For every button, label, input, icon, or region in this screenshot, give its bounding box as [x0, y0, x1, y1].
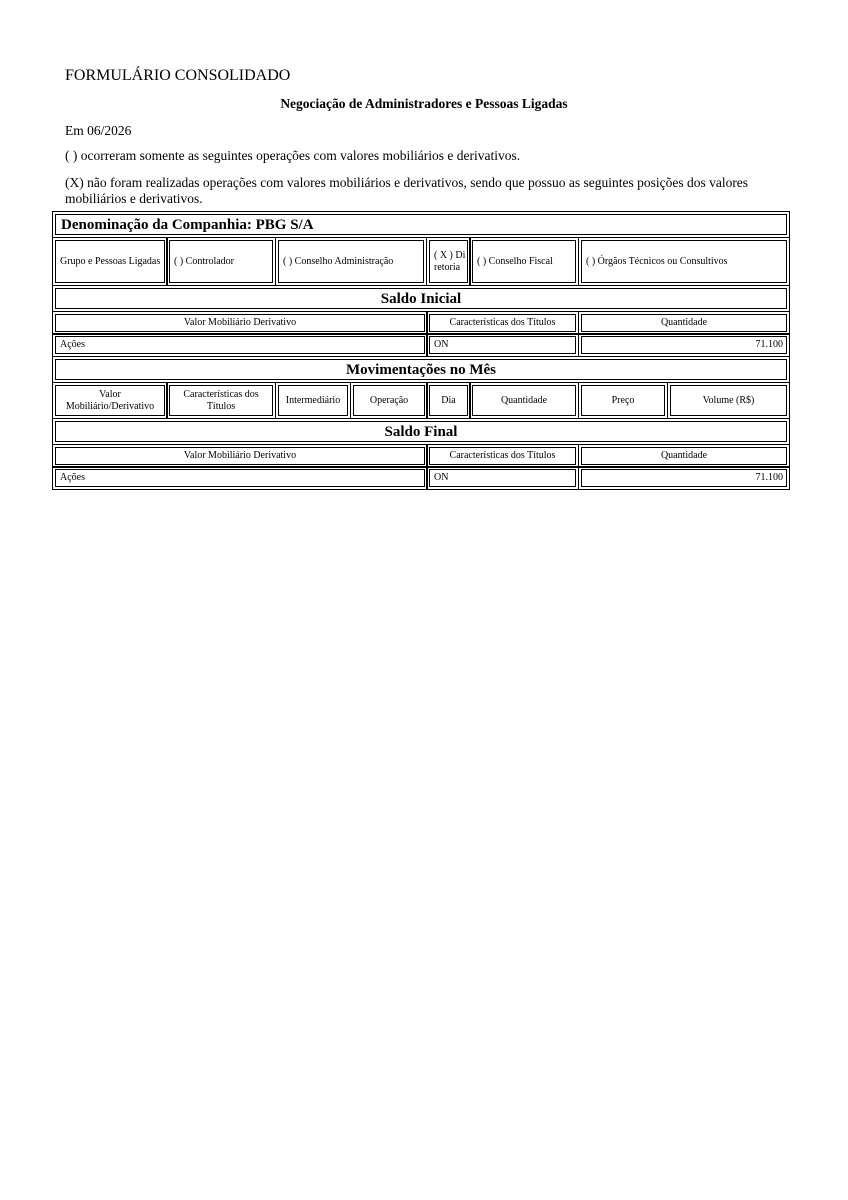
option-operations-occurred: ( ) ocorreram somente as seguintes operações com valores mobiliários e derivativos.	[65, 148, 521, 163]
form-title: FORMULÁRIO CONSOLIDADO	[65, 67, 291, 84]
date-line: Em 06/2026	[65, 123, 132, 138]
saldo-inicial-col-quantidade: Quantidade	[581, 314, 787, 332]
saldo-inicial-col-valor: Valor Mobiliário Derivativo	[55, 314, 425, 332]
group-conselho-administracao: ( ) Conselho Administração	[278, 240, 424, 283]
mov-col-intermediario: Intermediário	[278, 385, 348, 416]
saldo-inicial-valor: Ações	[55, 336, 425, 354]
group-orgaos-tecnicos: ( ) Órgãos Técnicos ou Consultivos	[581, 240, 787, 283]
saldo-inicial-quantidade: 71.100	[581, 336, 787, 354]
saldo-final-col-quantidade: Quantidade	[581, 447, 787, 465]
mov-col-operacao: Operação	[353, 385, 425, 416]
saldo-inicial-caracteristicas: ON	[429, 336, 576, 354]
company-name: Denominação da Companhia: PBG S/A	[55, 214, 787, 235]
movimentacoes-header: Movimentações no Mês	[55, 359, 787, 380]
option-no-operations: (X) não foram realizadas operações com valores mobiliários e derivativos, sendo que possuo as seguintes posições dos valores mobiliários e derivativos.	[65, 175, 749, 206]
group-conselho-fiscal: ( ) Conselho Fiscal	[472, 240, 576, 283]
saldo-final-header: Saldo Final	[55, 421, 787, 442]
saldo-inicial-header: Saldo Inicial	[55, 288, 787, 309]
mov-col-caracteristicas: Características dos Títulos	[169, 385, 273, 416]
mov-col-quantidade: Quantidade	[472, 385, 576, 416]
saldo-final-col-valor: Valor Mobiliário Derivativo	[55, 447, 425, 465]
mov-col-dia: Dia	[429, 385, 468, 416]
saldo-final-col-caracteristicas: Características dos Títulos	[429, 447, 576, 465]
mov-col-preco: Preço	[581, 385, 665, 416]
saldo-final-caracteristicas: ON	[429, 469, 576, 487]
saldo-inicial-col-caracteristicas: Características dos Títulos	[429, 314, 576, 332]
group-controlador: ( ) Controlador	[169, 240, 273, 283]
group-diretoria: ( X ) Diretoria	[429, 240, 468, 283]
mov-col-volume: Volume (R$)	[670, 385, 787, 416]
form-subtitle: Negociação de Administradores e Pessoas Ligadas	[280, 96, 568, 111]
saldo-final-valor: Ações	[55, 469, 425, 487]
saldo-final-quantidade: 71.100	[581, 469, 787, 487]
group-label: Grupo e Pessoas Ligadas	[55, 240, 165, 283]
mov-col-valor: Valor Mobiliário/Derivativo	[55, 385, 165, 416]
